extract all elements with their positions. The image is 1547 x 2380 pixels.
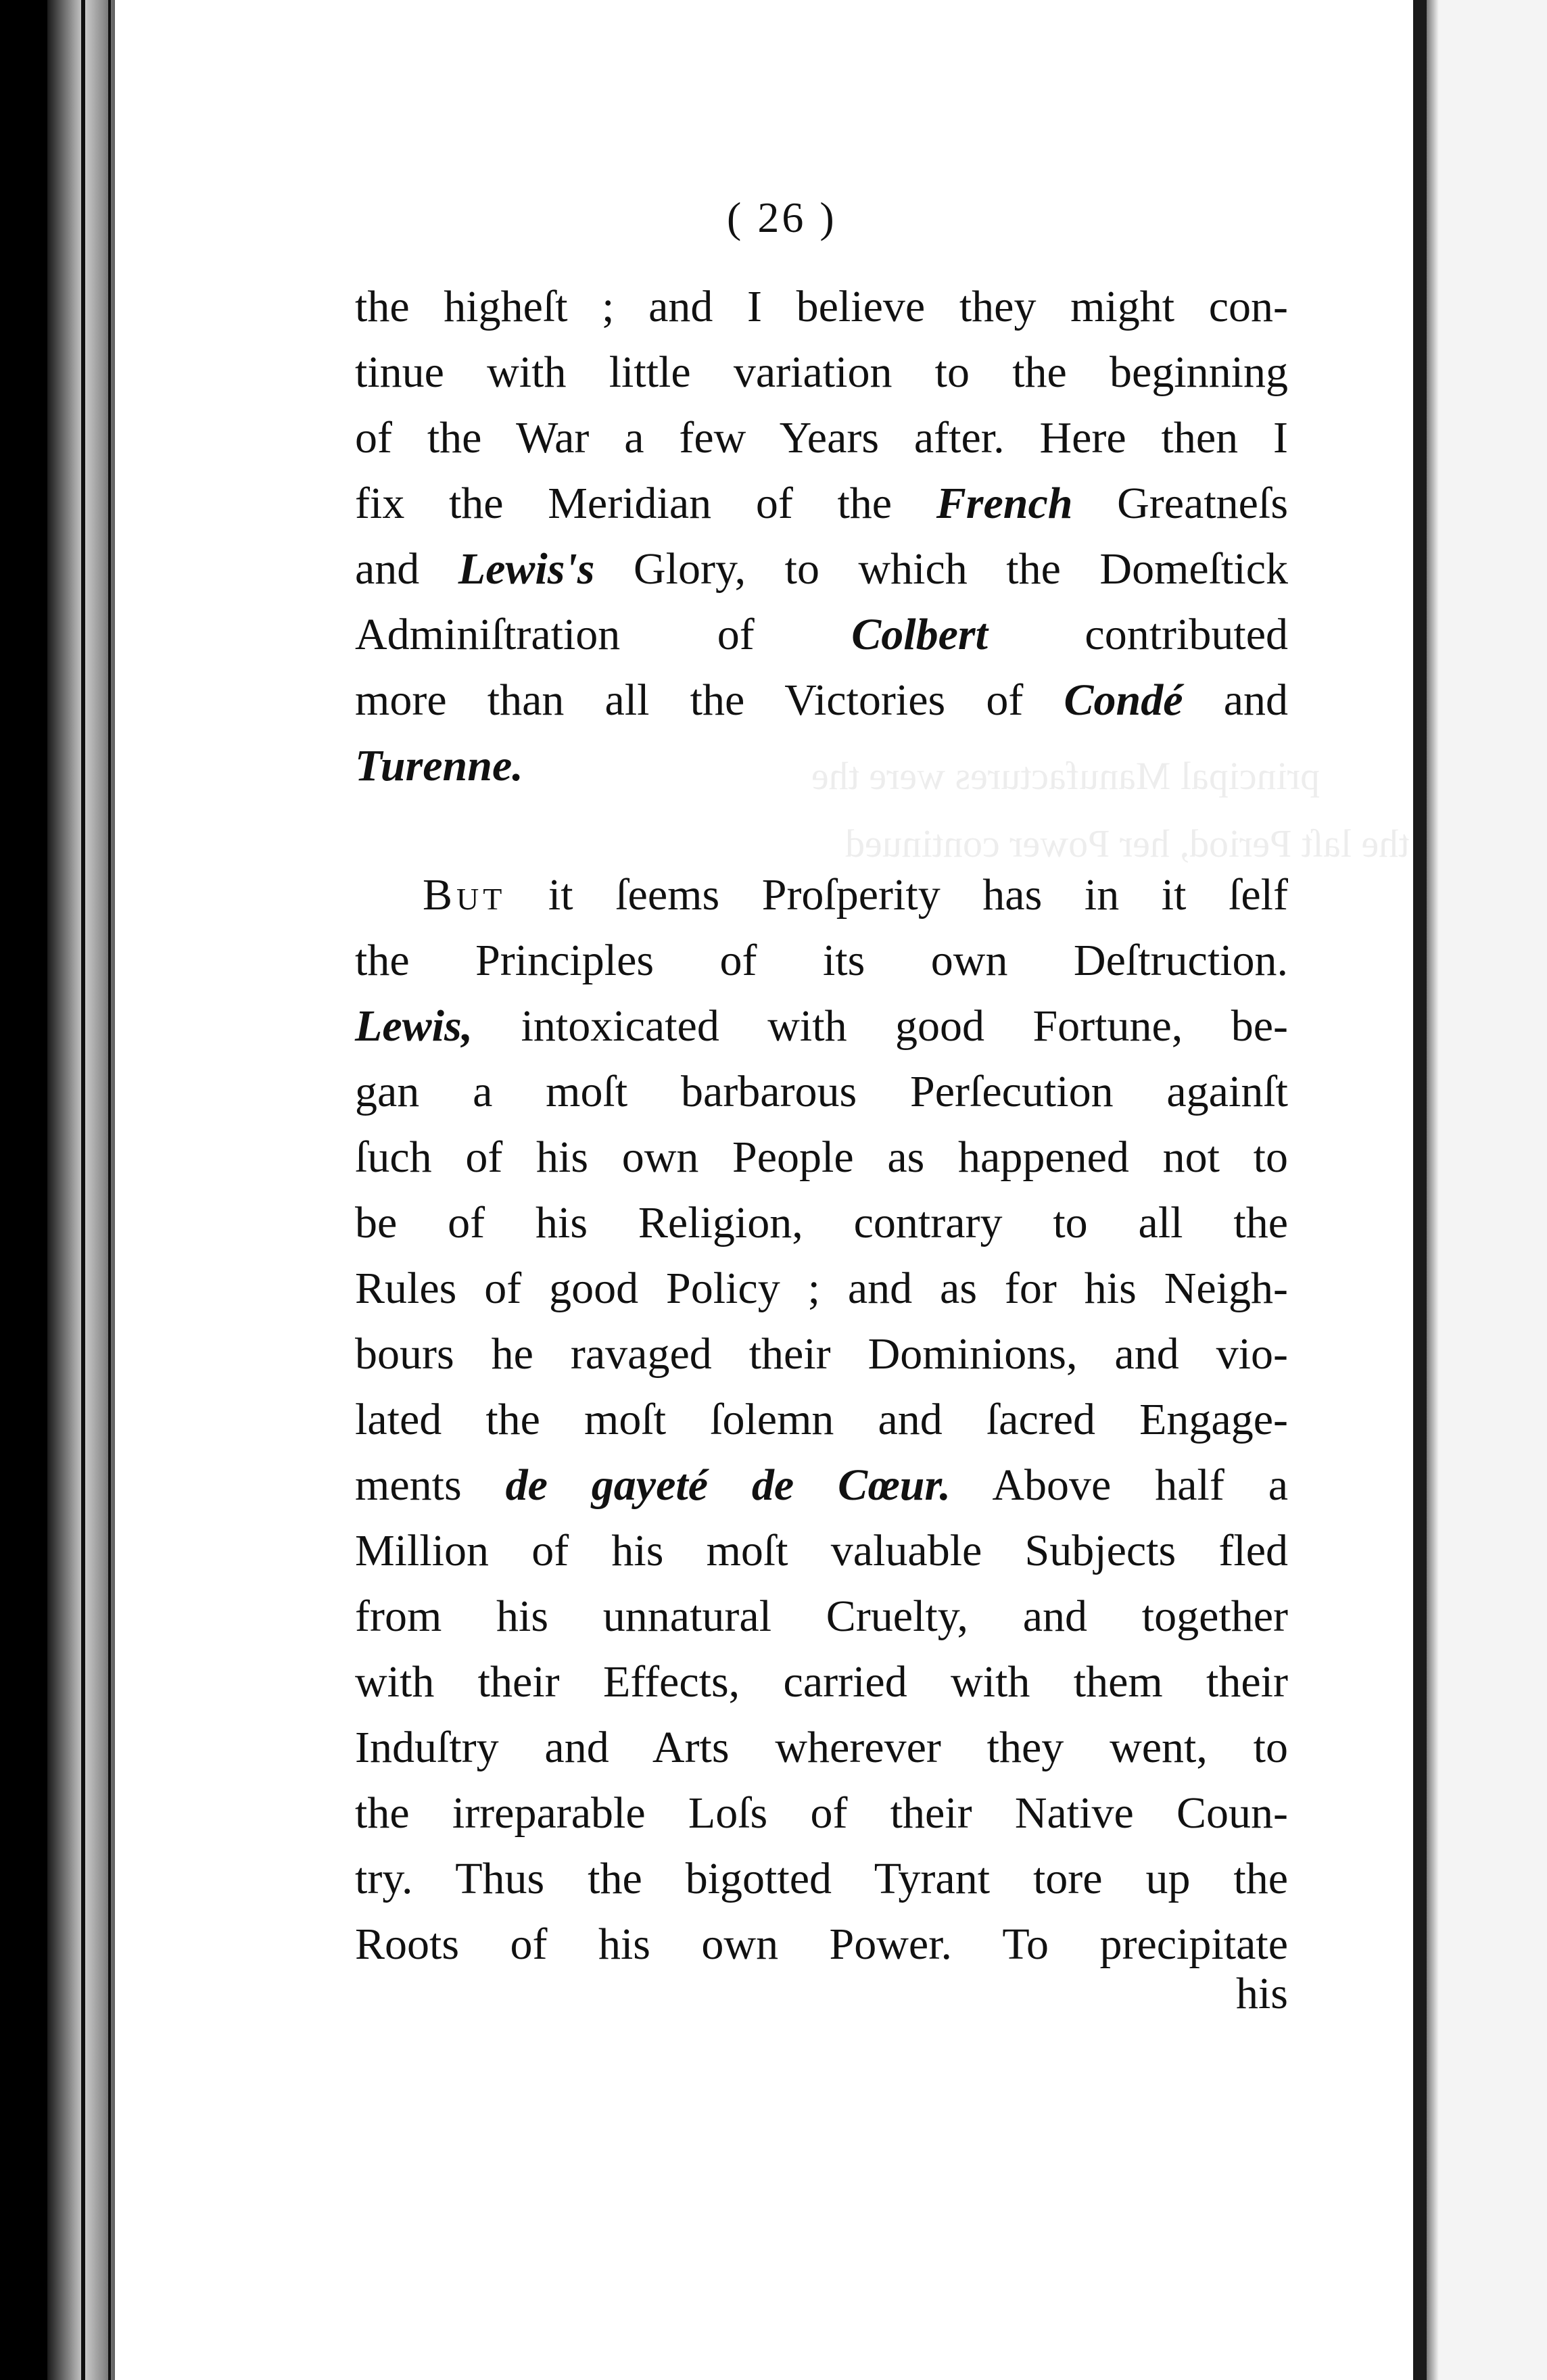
page-number: ( 26 ) — [727, 193, 837, 241]
text-line: of the War a few Years after. Here then I — [355, 413, 1288, 462]
show-through-text: principal Manufactures were the — [811, 754, 1320, 798]
text-line: Adminiſtration of Colbert contributed — [355, 610, 1288, 659]
text-line: ments de gayeté de Cœur. Above half a — [355, 1460, 1289, 1510]
catchword: his — [1235, 1969, 1288, 2018]
text-line: the Principles of its own Deſtruction. — [355, 936, 1288, 985]
text-line: Turenne. — [355, 741, 523, 790]
facing-page-shadow — [1427, 0, 1439, 2380]
text-line: Lewis, intoxicated with good Fortune, be- — [355, 1001, 1288, 1051]
text-line: be of his Religion, contrary to all the — [355, 1198, 1288, 1247]
gutter-line — [81, 0, 85, 2380]
text-line: tinue with little variation to the beginning — [355, 348, 1288, 397]
text-line: Induſtry and Arts wherever they went, to — [355, 1723, 1288, 1772]
text-line: the irreparable Loſs of their Native Coun- — [355, 1788, 1288, 1838]
text-line: Rules of good Policy ; and as for his Neigh- — [355, 1264, 1288, 1313]
gutter-line — [108, 0, 111, 2380]
text-line: try. Thus the bigotted Tyrant tore up the — [355, 1854, 1288, 1903]
text-line: lated the moſt ſolemn and ſacred Engage- — [355, 1395, 1288, 1444]
catchword-block — [355, 1961, 1288, 2026]
paragraph-2 — [355, 862, 1288, 1977]
text-line: Roots of his own Power. To precipitate — [355, 1920, 1288, 1969]
page-edge — [1413, 0, 1427, 2380]
paragraph-1 — [355, 274, 1288, 799]
text-line: with their Effects, carried with them their — [355, 1657, 1288, 1707]
text-line: and Lewis's Glory, to which the Domeſtick — [355, 544, 1288, 594]
text-line: more than all the Victories of Condé and — [355, 675, 1288, 725]
facing-page — [1427, 0, 1547, 2380]
text-line: bours he ravaged their Dominions, and vio- — [355, 1329, 1288, 1379]
show-through-text: the laſt Period, her Power continued — [845, 822, 1410, 865]
text-line: gan a moſt barbarous Perſecution againſt — [355, 1067, 1288, 1116]
text-line: the higheſt ; and I believe they might con- — [355, 282, 1288, 331]
text-line: But it ſeems Proſperity has in it ſelf — [423, 870, 1288, 920]
text-line: from his unnatural Cruelty, and together — [355, 1592, 1288, 1641]
text-line: ſuch of his own People as happened not to — [355, 1133, 1288, 1182]
text-line: Million of his moſt valuable Subjects fled — [355, 1526, 1288, 1575]
text-line: fix the Meridian of the French Greatneſs — [355, 479, 1289, 528]
